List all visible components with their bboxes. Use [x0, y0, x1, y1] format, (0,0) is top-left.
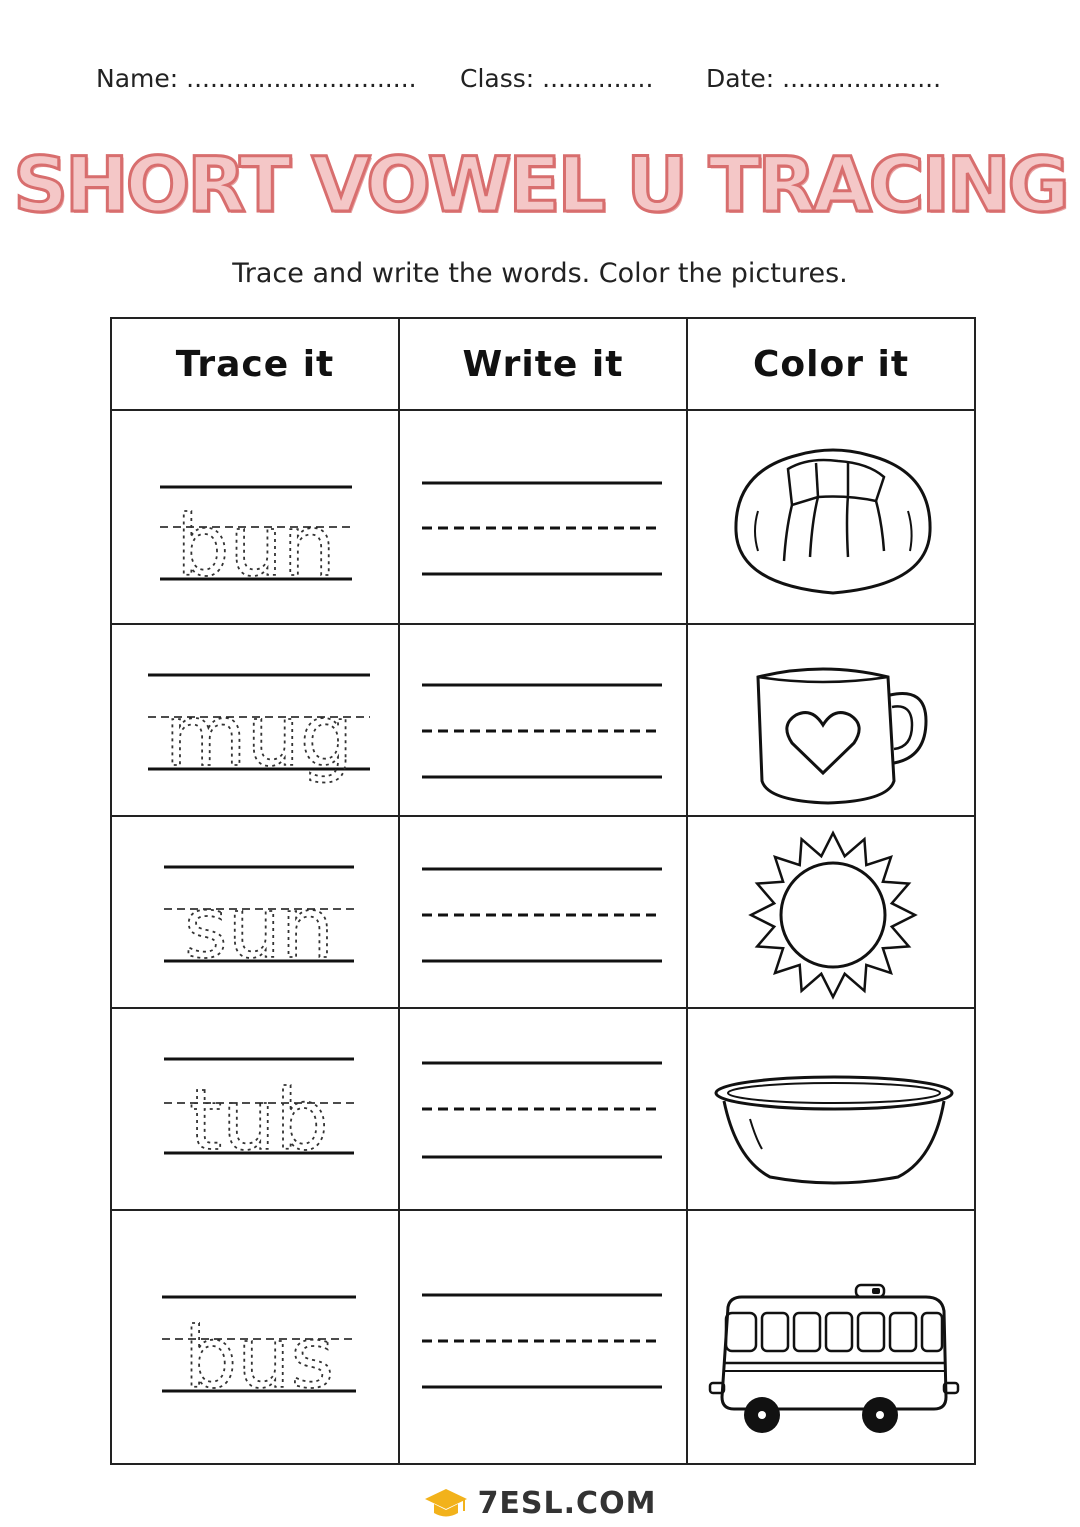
mug-icon — [688, 625, 976, 815]
trace-lines — [112, 1211, 400, 1463]
table-row — [111, 624, 975, 816]
trace-word: mug — [164, 687, 354, 785]
trace-lines — [112, 625, 400, 815]
color-cell[interactable] — [687, 816, 975, 1008]
bus-icon — [688, 1211, 976, 1463]
instructions: Trace and write the words. Color the pictures. — [232, 258, 848, 289]
column-header-trace: Trace it — [111, 318, 399, 410]
write-lines — [400, 1211, 688, 1463]
trace-lines — [112, 817, 400, 1007]
trace-word: tub — [189, 1071, 329, 1169]
bun-icon — [688, 411, 976, 623]
name-field: Name: ............................. — [96, 64, 417, 93]
trace-cell[interactable] — [111, 816, 399, 1008]
tub-icon — [688, 1009, 976, 1209]
write-cell[interactable] — [399, 816, 687, 1008]
column-header-write: Write it — [399, 318, 687, 410]
write-lines — [400, 411, 688, 623]
trace-lines — [112, 411, 400, 623]
table-row — [111, 1210, 975, 1464]
trace-cell[interactable] — [111, 410, 399, 624]
write-lines — [400, 817, 688, 1007]
trace-cell[interactable] — [111, 624, 399, 816]
date-field: Date: .................... — [706, 64, 942, 93]
color-cell[interactable] — [687, 624, 975, 816]
footer — [0, 1486, 1080, 1526]
graduation-cap-icon — [424, 1487, 468, 1521]
table-row — [111, 1008, 975, 1210]
trace-word: sun — [183, 879, 335, 977]
write-cell[interactable] — [399, 1210, 687, 1464]
column-header-color: Color it — [687, 318, 975, 410]
table-header-row — [111, 318, 975, 410]
write-cell[interactable] — [399, 1008, 687, 1210]
brand-name: 7ESL.COM — [477, 1486, 657, 1521]
write-cell[interactable] — [399, 410, 687, 624]
trace-lines — [112, 1009, 400, 1209]
brand-logo[interactable] — [424, 1486, 657, 1521]
write-cell[interactable] — [399, 624, 687, 816]
worksheet-title: SHORT VOWEL U TRACING — [13, 140, 1067, 229]
table-row — [111, 410, 975, 624]
trace-word: bun — [176, 497, 336, 595]
write-lines — [400, 1009, 688, 1209]
write-lines — [400, 625, 688, 815]
color-cell[interactable] — [687, 1210, 975, 1464]
trace-word: bus — [183, 1309, 335, 1407]
color-cell[interactable] — [687, 1008, 975, 1210]
sun-icon — [688, 817, 976, 1007]
header-fields — [0, 64, 1080, 104]
trace-cell[interactable] — [111, 1210, 399, 1464]
trace-cell[interactable] — [111, 1008, 399, 1210]
table-row — [111, 816, 975, 1008]
class-field: Class: .............. — [460, 64, 654, 93]
worksheet-table — [110, 317, 976, 1465]
color-cell[interactable] — [687, 410, 975, 624]
